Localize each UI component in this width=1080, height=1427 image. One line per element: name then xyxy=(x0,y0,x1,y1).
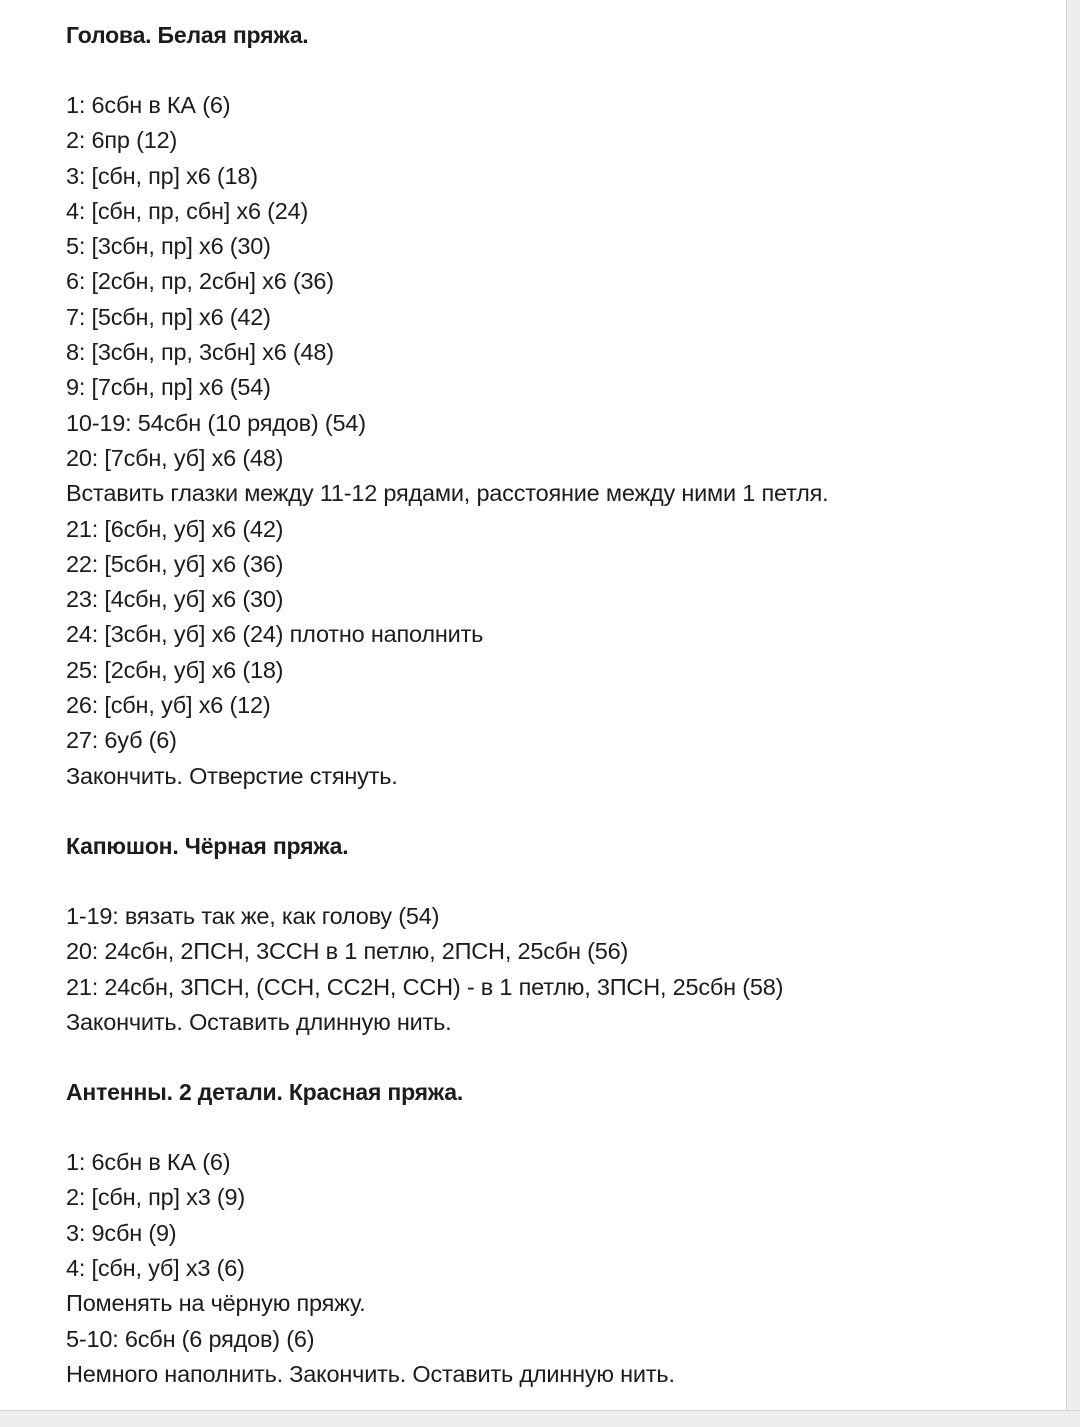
pattern-row: 20: [7сбн, уб] х6 (48) xyxy=(66,444,284,471)
pattern-row: 25: [2сбн, уб] х6 (18) xyxy=(66,656,284,683)
pattern-row: 1: 6сбн в КА (6) xyxy=(66,1149,231,1176)
spacer xyxy=(66,53,1056,88)
pattern-row: 26: [сбн, уб] х6 (12) xyxy=(66,692,271,719)
pattern-text xyxy=(66,18,1056,1392)
pattern-instruction: Закончить. Отверстие стянуть. xyxy=(66,762,398,789)
pattern-row: 24: [3сбн, уб] х6 (24) плотно наполнить xyxy=(66,621,484,648)
pattern-row: 22: [5сбн, уб] х6 (36) xyxy=(66,550,284,577)
pattern-instruction: Поменять на чёрную пряжу. xyxy=(66,1290,366,1317)
pattern-row: 3: 9сбн (9) xyxy=(66,1219,177,1246)
pattern-row: 23: [4сбн, уб] х6 (30) xyxy=(66,586,284,613)
pattern-row: 6: [2сбн, пр, 2сбн] х6 (36) xyxy=(66,268,334,295)
pattern-row: 10-19: 54сбн (10 рядов) (54) xyxy=(66,409,366,436)
pattern-row: 1-19: вязать так же, как голову (54) xyxy=(66,902,440,929)
section-title-hood: Капюшон. Чёрная пряжа. xyxy=(66,832,349,859)
pattern-row: 21: [6сбн, уб] х6 (42) xyxy=(66,515,284,542)
pattern-row: 2: 6пр (12) xyxy=(66,127,178,154)
spacer xyxy=(66,1040,1056,1075)
spacer xyxy=(66,864,1056,899)
spacer xyxy=(66,794,1056,829)
pattern-row: 27: 6уб (6) xyxy=(66,727,177,754)
section-title-head: Голова. Белая пряжа. xyxy=(66,22,309,48)
section-title-antennas: Антенны. 2 детали. Красная пряжа. xyxy=(66,1079,464,1106)
spacer xyxy=(66,1110,1056,1145)
pattern-row: 7: [5сбн, пр] х6 (42) xyxy=(66,303,271,330)
pattern-instruction: Вставить глазки между 11-12 рядами, расстояние между ними 1 петля. xyxy=(66,480,829,507)
pattern-instruction: Закончить. Оставить длинную нить. xyxy=(66,1008,452,1035)
page-bottom-edge xyxy=(0,1410,1080,1427)
pattern-instruction: Немного наполнить. Закончить. Оставить длинную нить. xyxy=(66,1360,675,1387)
pattern-row: 3: [сбн, пр] х6 (18) xyxy=(66,162,258,189)
pattern-row: 5-10: 6сбн (6 рядов) (6) xyxy=(66,1325,315,1352)
page-right-edge xyxy=(1066,0,1080,1427)
pattern-row: 2: [сбн, пр] х3 (9) xyxy=(66,1184,246,1211)
pattern-row: 4: [сбн, пр, сбн] х6 (24) xyxy=(66,197,309,224)
pattern-row: 5: [3сбн, пр] х6 (30) xyxy=(66,233,271,260)
pattern-row: 1: 6сбн в КА (6) xyxy=(66,92,231,118)
pattern-row: 9: [7сбн, пр] х6 (54) xyxy=(66,374,271,401)
pattern-row: 8: [3сбн, пр, 3сбн] х6 (48) xyxy=(66,339,334,366)
pattern-row: 21: 24сбн, 3ПСН, (ССН, СС2Н, ССН) - в 1 петлю, 3ПСН, 25сбн (58) xyxy=(66,973,784,1000)
pattern-row: 20: 24сбн, 2ПСН, 3ССН в 1 петлю, 2ПСН, 25сбн (56) xyxy=(66,938,629,965)
pattern-row: 4: [сбн, уб] х3 (6) xyxy=(66,1255,245,1282)
